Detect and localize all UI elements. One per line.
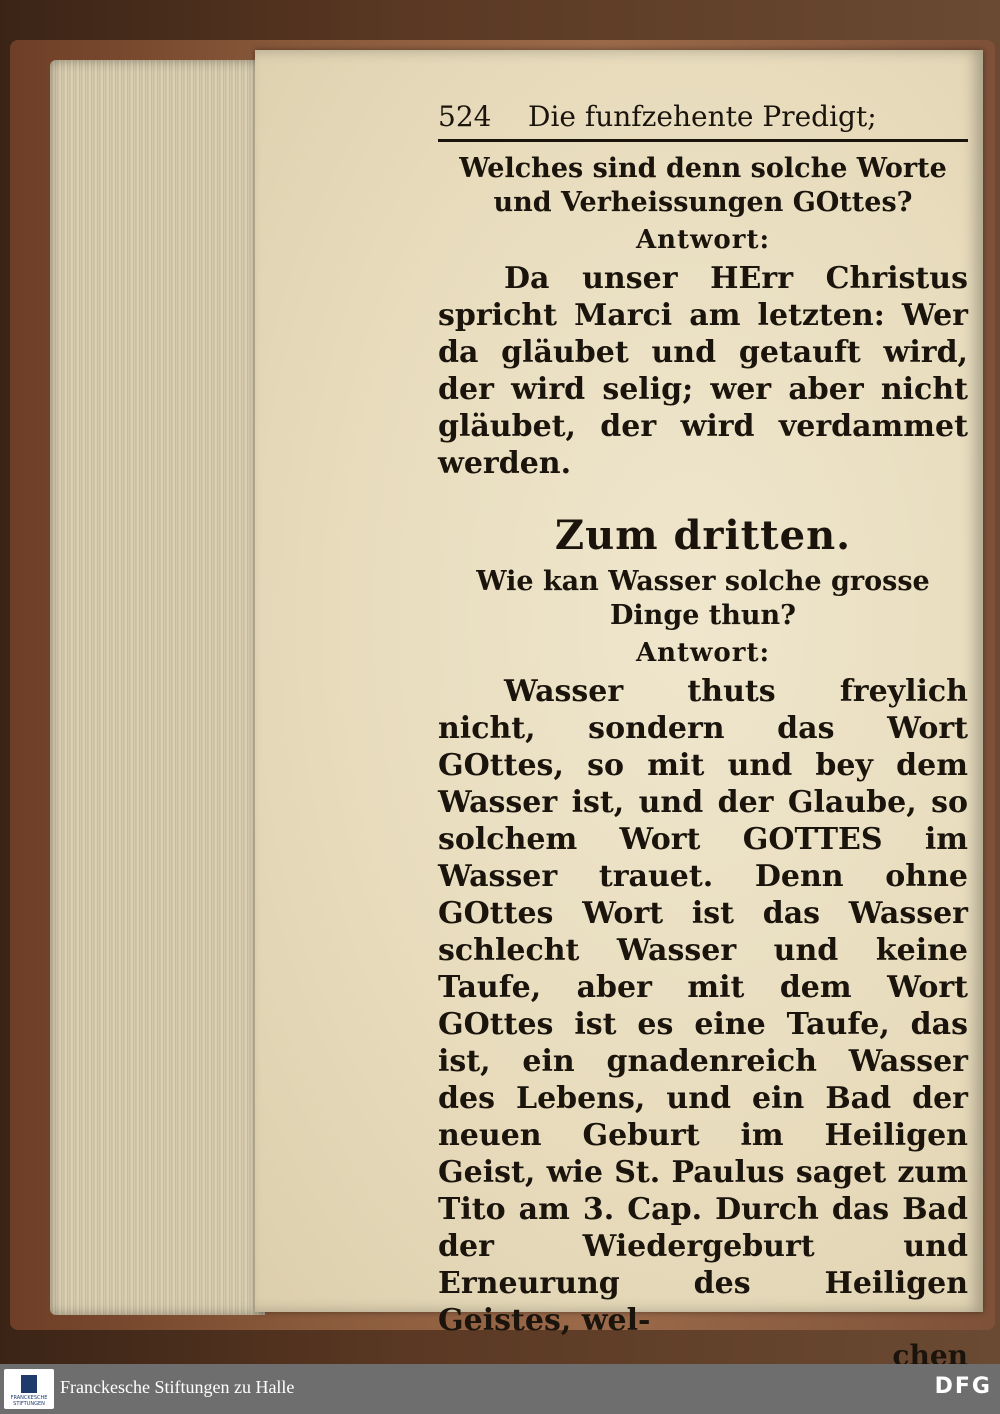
- viewer-footer: [0, 1364, 1000, 1414]
- institution-name[interactable]: Franckesche Stiftungen zu Halle: [60, 1377, 295, 1397]
- running-title: Die funfzehente Predigt;: [528, 100, 877, 133]
- page-edges: [50, 60, 265, 1315]
- question-2: Wie kan Wasser solche grosse Dinge thun?: [476, 566, 930, 631]
- page-number: 524: [438, 100, 492, 133]
- paragraph-1: [438, 260, 968, 482]
- building-icon: [21, 1375, 37, 1393]
- paragraph-1-text: Da unser HErr Christus spricht Marci am letzten: Wer da gläubet und getauft wird, der wird selig; wer aber nicht gläubet, der wird verdammet werden.: [438, 261, 968, 481]
- paragraph-2-text: Wasser thuts freylich nicht, sondern das Wort GOttes, so mit und bey dem Wasser ist, und der Glaube, so solchem Wort GOTTES im Wasser trauet. Denn ohne GOttes Wort ist das Wasser schlecht Wasser und keine Taufe, aber mit dem Wort GOttes ist es eine Taufe, das ist, ein gnadenreich Wasser des Lebens, und ein Bad der neuen Geburt im Heiligen Geist, wie St. Paulus saget zum Tito am 3. Cap. Durch das Bad der Wiedergeburt und Erneurung des Heiligen Geistes, wel-: [438, 674, 968, 1338]
- page-text: [438, 100, 968, 1364]
- answer-label-2: Antwort:: [635, 638, 771, 668]
- logo-caption: FRANCKESCHE STIFTUNGEN: [10, 1395, 48, 1407]
- paragraph-2: [438, 673, 968, 1339]
- running-header: [438, 100, 968, 142]
- catchword: chen: [892, 1339, 968, 1364]
- section-heading: Zum dritten.: [554, 512, 852, 559]
- institution-logo[interactable]: [4, 1369, 54, 1409]
- dfg-logo[interactable]: DFG: [934, 1374, 992, 1399]
- answer-label-1: Antwort:: [635, 225, 771, 255]
- question-1: Welches sind denn solche Worte und Verheissungen GOttes?: [459, 153, 947, 218]
